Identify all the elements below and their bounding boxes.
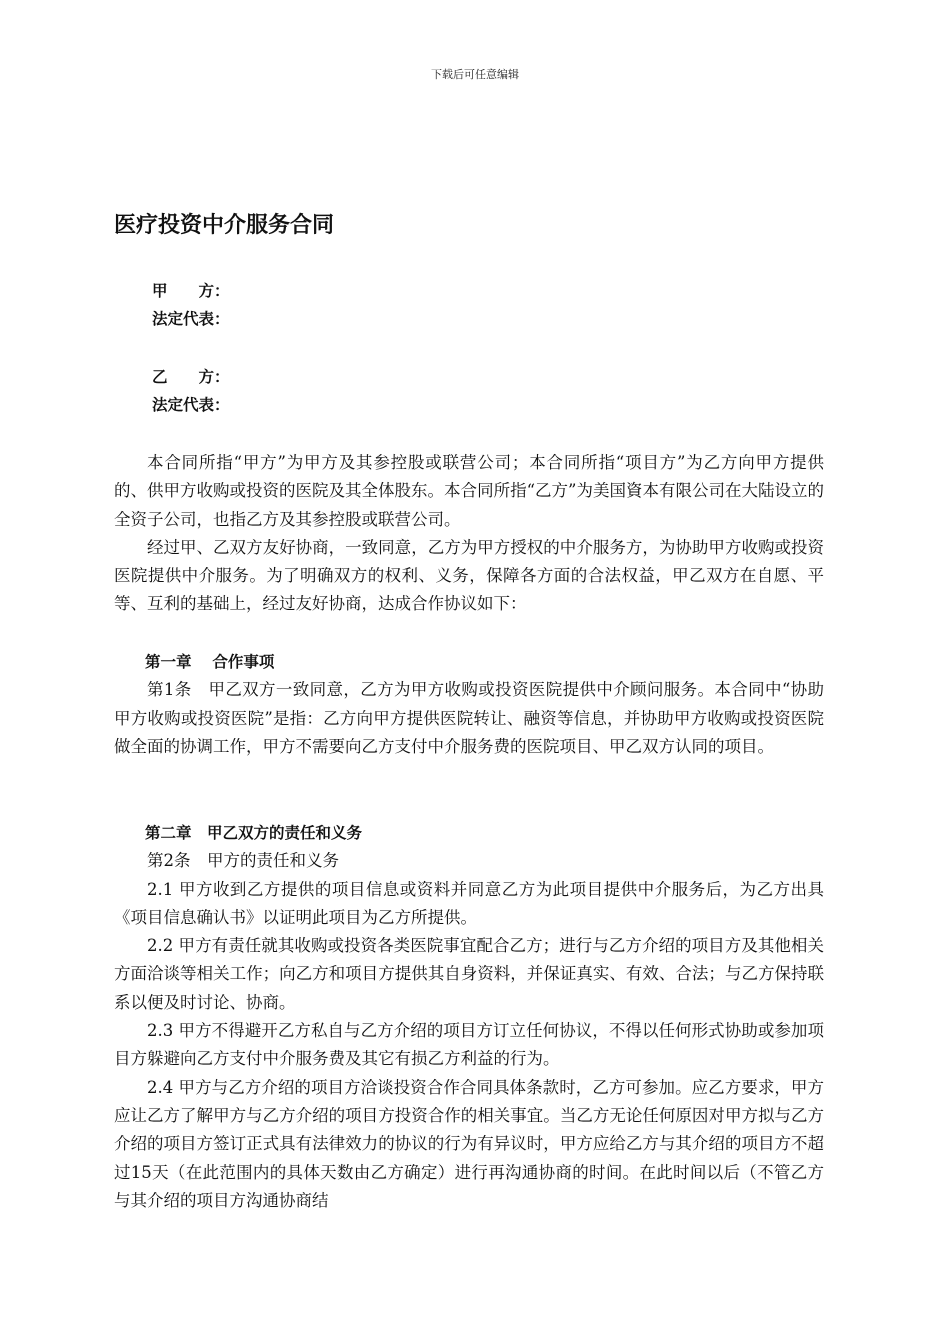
preamble-paragraph: 经过甲、乙双方友好协商，一致同意，乙方为甲方授权的中介服务方，为协助甲方收购或投资医院提供中介服务。为了明确双方的权利、义务，保障各方面的合法权益，甲乙双方在自愿、平等、互利的基础上，经过友好协商，达成合作协议如下：: [114, 537, 824, 614]
article-2-heading: 第2条 甲方的责任和义务: [147, 851, 339, 871]
header-note: 下载后可任意编辑: [431, 68, 519, 81]
clause-2-2: 2.2 甲方有责任就其收购或投资各类医院事宜配合乙方；进行与乙方介绍的项目方及其他相关方面洽谈等相关工作；向乙方和项目方提供其自身资料，并保证真实、有效、合法；与乙方保持联系以便及时讨论、协商。: [114, 936, 824, 1012]
party-b-representative-label: 法定代表：: [152, 396, 230, 414]
chapter-1-section: [114, 648, 824, 761]
article-1: 第1条 甲乙双方一致同意，乙方为甲方收购或投资医院提供中介顾问服务。本合同中“协助甲方收购或投资医院”是指：乙方向甲方提供医院转让、融资等信息，并协助甲方收购或投资医院做全面的协调工作，甲方不需要向乙方支付中介服务费的医院项目、甲乙双方认同的项目。: [114, 680, 824, 756]
document-title: 医疗投资中介服务合同: [114, 213, 335, 238]
preamble-paragraph: 本合同所指“甲方”为甲方及其参控股或联营公司；本合同所指“项目方”为乙方向甲方提供的、供甲方收购或投资的医院及其全体股东。本合同所指“乙方”为美国資本有限公司在大陆设立的全资子公司，也指乙方及其参控股或联营公司。: [114, 453, 824, 529]
clause-2-4: 2.4 甲方与乙方介绍的项目方洽谈投资合作合同具体条款时，乙方可参加。应乙方要求，甲方应让乙方了解甲方与乙方介绍的项目方投资合作的相关事宜。当乙方无论任何原因对甲方拟与乙方介绍的项目方签订正式具有法律效力的协议的行为有异议时，甲方应给乙方与其介绍的项目方不超过15天（在此范围内的具体天数由乙方确定）进行再沟通协商的时间。在此时间以后（不管乙方与其介绍的项目方沟通协商结: [114, 1077, 824, 1210]
clause-2-3: 2.3 甲方不得避开乙方私自与乙方介绍的项目方订立任何协议，不得以任何形式协助或参加项目方躲避向乙方支付中介服务费及其它有损乙方利益的行为。: [114, 1021, 824, 1069]
clause-2-1: 2.1 甲方收到乙方提供的项目信息或资料并同意乙方为此项目提供中介服务后，为乙方出具《项目信息确认书》以证明此项目为乙方所提供。: [114, 879, 824, 927]
preamble-section: [114, 449, 824, 619]
party-b-label: 乙 方：: [152, 368, 230, 386]
chapter-1-heading: 第一章 合作事项: [145, 653, 275, 671]
chapter-2-section: [114, 819, 824, 1215]
party-a-representative-label: 法定代表：: [152, 310, 230, 328]
chapter-2-heading: 第二章 甲乙双方的责任和义务: [145, 824, 363, 842]
party-a-label: 甲 方：: [152, 282, 230, 300]
